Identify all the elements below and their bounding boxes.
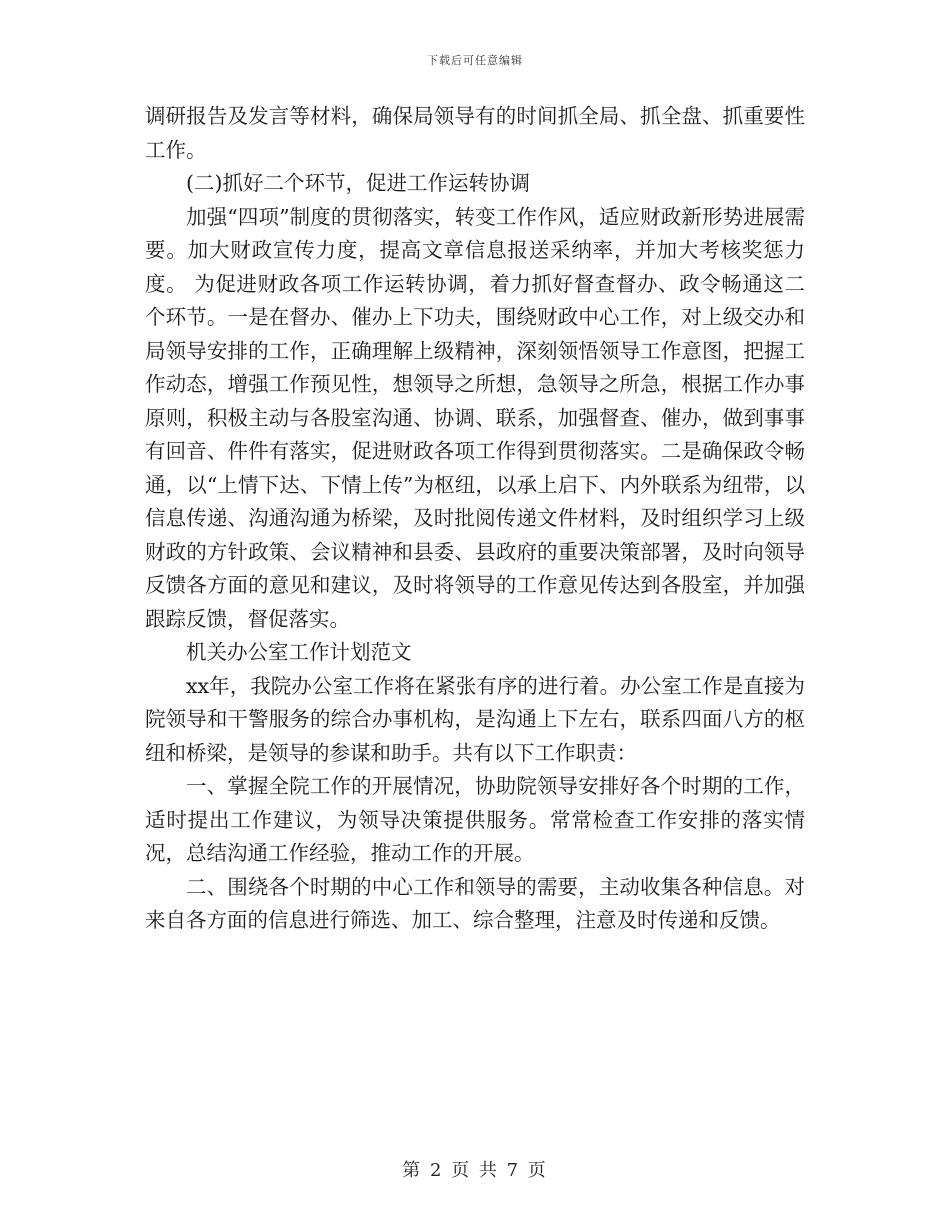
page-footer: 第 2 页 共 7 页 [402,1160,548,1181]
document-body [145,100,805,938]
page-header: 下载后可任意编辑 [427,54,523,67]
paragraph-1: 调研报告及发言等材料，确保局领导有的时间抓全局、抓全盘、抓重要性工作。 [145,104,805,162]
paragraph-5: xx年，我院办公室工作将在紧张有序的进行着。办公室工作是直接为院领导和干警服务的综合办事机构，是沟通上下左右，联系四面八方的枢纽和桥梁，是领导的参谋和助手。共有以下工作职责： [145,673,805,765]
paragraph-7: 二、围绕各个时期的中心工作和领导的需要，主动收集各种信息。对来自各方面的信息进行筛选、加工、综合整理，注意及时传递和反馈。 [145,874,805,932]
paragraph-3: 加强“四项”制度的贯彻落实，转变工作作风，适应财政新形势进展需要。加大财政宣传力度，提高文章信息报送采纳率，并加大考核奖惩力度。 为促进财政各项工作运转协调，着力抓好督查督办、政令畅通这二个环节。一是在督办、催办上下功夫，围绕财政中心工作，对上级交办和局领导安排的工作，正确理解上级精神，深刻领悟领导工作意图，把握工作动态，增强工作预见性，想领导之所想，急领导之所急，根据工作办事原则，积极主动与各股室沟通、协调、联系，加强督查、催办，做到事事有回音、件件有落实，促进财政各项工作得到贯彻落实。二是确保政令畅通，以“上情下达、下情上传”为枢纽，以承上启下、内外联系为纽带，以信息传递、沟通沟通为桥梁，及时批阅传递文件材料，及时组织学习上级财政的方针政策、会议精神和县委、县政府的重要决策部署，及时向领导反馈各方面的意见和建议，及时将领导的工作意见传达到各股室，并加强跟踪反馈，督促落实。 [145,204,805,631]
paragraph-6: 一、掌握全院工作的开展情况，协助院领导安排好各个时期的工作，适时提出工作建议，为领导决策提供服务。常常检查工作安排的落实情况，总结沟通工作经验，推动工作的开展。 [145,774,805,865]
section-heading-4: 机关办公室工作计划范文 [186,640,412,664]
section-heading-2: (二)抓好二个环节，促进工作运转协调 [186,171,530,195]
